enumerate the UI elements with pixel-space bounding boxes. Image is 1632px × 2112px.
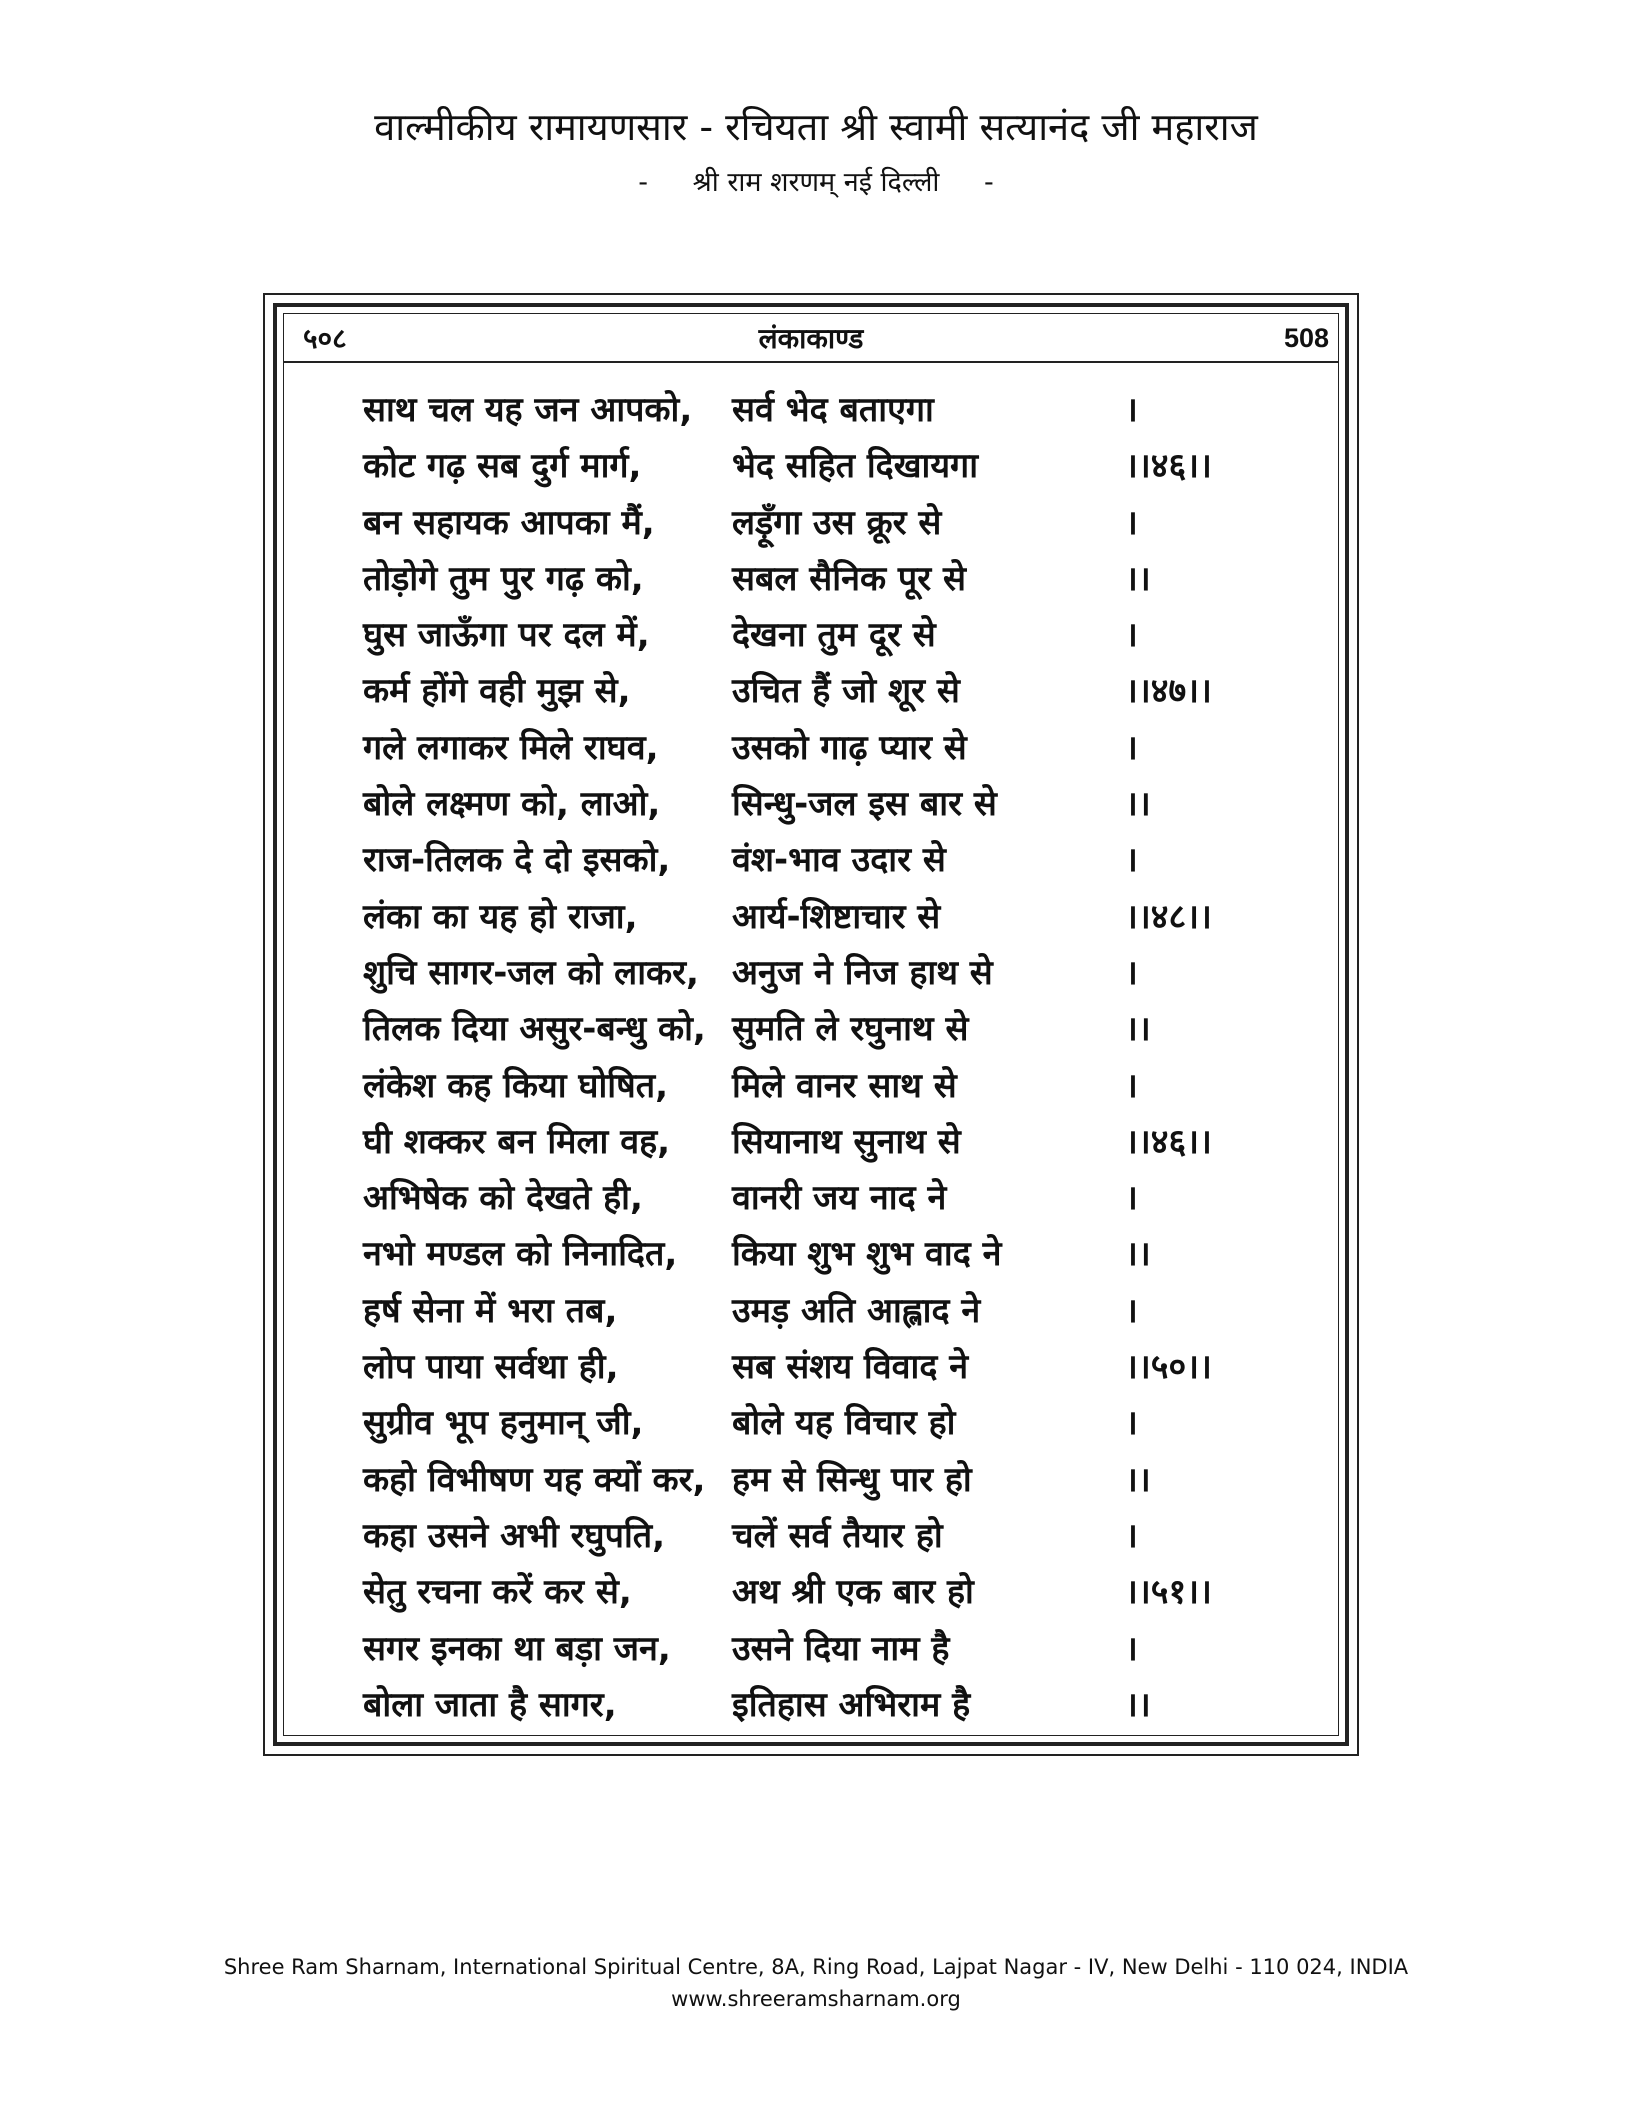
- verse-first-half: सगर इनका था बड़ा जन,: [363, 1628, 671, 1669]
- verse-first-half: नभो मण्डल को निनादित,: [363, 1234, 678, 1275]
- section-title: लंकाकाण्ड: [758, 322, 864, 355]
- verse-line: [265, 600, 1357, 656]
- verse-first-half: बोले लक्ष्मण को, लाओ,: [363, 784, 661, 825]
- verse-second-half: उमड़ अति आह्लाद ने: [732, 1290, 981, 1331]
- verse-line: [265, 1445, 1357, 1501]
- verse-end-mark: ।: [1125, 1403, 1138, 1444]
- verse-first-half: लोप पाया सर्वथा ही,: [363, 1347, 619, 1388]
- verse-line: [265, 1051, 1357, 1107]
- verse-second-half: बोले यह विचार हो: [732, 1403, 956, 1444]
- verse-second-half: सियानाथ सुनाथ से: [732, 1121, 961, 1162]
- verse-first-half: बोला जाता है सागर,: [363, 1684, 617, 1725]
- verse-end-mark: ।।४७।।: [1125, 671, 1212, 712]
- verse-line: [265, 375, 1357, 431]
- verse-second-half: सिन्धु-जल इस बार से: [732, 784, 997, 825]
- verse-first-half: लंका का यह हो राजा,: [363, 896, 638, 937]
- verse-end-mark: ।: [1125, 615, 1138, 656]
- footer-address: Shree Ram Sharnam, International Spiritual Centre, 8A, Ring Road, Lajpat Nagar - IV, New Delhi - 110 024, INDIA: [223, 1955, 1409, 1979]
- verse-second-half: इतिहास अभिराम है: [732, 1684, 971, 1725]
- subtitle-dash-right: -: [983, 167, 994, 198]
- verse-line: [265, 825, 1357, 881]
- verse-line: [265, 656, 1357, 712]
- verse-end-mark: ।।५१।।: [1125, 1572, 1212, 1613]
- verse-second-half: चलें सर्व तैयार हो: [732, 1515, 943, 1556]
- verse-line: [265, 1557, 1357, 1613]
- verse-second-half: किया शुभ शुभ वाद ने: [732, 1234, 1002, 1275]
- verse-second-half: हम से सिन्धु पार हो: [732, 1459, 972, 1500]
- document-title: वाल्मीकीय रामायणसार - रचियता श्री स्वामी सत्यानंद जी महाराज: [374, 105, 1258, 149]
- verse-first-half: कहो विभीषण यह क्यों कर,: [363, 1459, 706, 1500]
- verse-second-half: देखना तुम दूर से: [732, 615, 936, 656]
- verse-line: [265, 1501, 1357, 1557]
- verse-end-mark: ।: [1125, 727, 1138, 768]
- verse-end-mark: ।।४८।।: [1125, 896, 1212, 937]
- verse-first-half: तिलक दिया असुर-बन्धु को,: [363, 1009, 706, 1050]
- verse-end-mark: ।।४६।।: [1125, 446, 1212, 487]
- verse-end-mark: ।: [1125, 840, 1138, 881]
- verse-end-mark: ।: [1125, 1290, 1138, 1331]
- subtitle-dash-left: -: [638, 167, 649, 198]
- verse-first-half: कोट गढ़ सब दुर्ग मार्ग,: [363, 446, 642, 487]
- verse-second-half: लड़ूँगा उस क्रूर से: [732, 502, 942, 543]
- verse-first-half: सुग्रीव भूप हनुमान् जी,: [363, 1403, 644, 1444]
- verse-first-half: कर्म होंगे वही मुझ से,: [363, 671, 631, 712]
- verse-second-half: उचित हैं जो शूर से: [732, 671, 960, 712]
- verse-end-mark: ।: [1125, 390, 1138, 430]
- verse-first-half: राज-तिलक दे दो इसको,: [363, 840, 671, 881]
- verse-end-mark: ।।४६।।: [1125, 1121, 1212, 1162]
- verse-line: [265, 1107, 1357, 1163]
- verse-line: [265, 1163, 1357, 1219]
- verse-end-mark: ।: [1125, 1065, 1138, 1106]
- verse-second-half: अथ श्री एक बार हो: [732, 1572, 974, 1613]
- verse-second-half: अनुज ने निज हाथ से: [732, 952, 993, 993]
- verse-second-half: भेद सहित दिखायगा: [732, 446, 978, 487]
- verse-end-mark: ।।: [1125, 784, 1151, 825]
- verse-end-mark: ।: [1125, 1515, 1138, 1556]
- verse-line: [265, 544, 1357, 600]
- verse-second-half: सबल सैनिक पूर से: [732, 558, 966, 599]
- verse-second-half: सब संशय विवाद ने: [732, 1347, 969, 1388]
- verse-end-mark: ।: [1125, 1628, 1138, 1669]
- verse-end-mark: ।।: [1125, 1459, 1151, 1500]
- verse-line: [265, 769, 1357, 825]
- verse-line: [265, 882, 1357, 938]
- verse-first-half: हर्ष सेना में भरा तब,: [363, 1290, 618, 1331]
- verse-first-half: लंकेश कह किया घोषित,: [363, 1065, 669, 1106]
- verse-end-mark: ।।५०।।: [1125, 1347, 1212, 1388]
- verse-second-half: वानरी जय नाद ने: [732, 1178, 947, 1219]
- page-number: 508: [1283, 323, 1329, 353]
- verse-first-half: घुस जाऊँगा पर दल में,: [363, 615, 650, 656]
- verse-second-half: सर्व भेद बताएगा: [732, 390, 934, 430]
- verse-first-half: तोड़ोगे तुम पुर गढ़ को,: [363, 558, 644, 599]
- verse-first-half: कहा उसने अभी रघुपति,: [363, 1515, 666, 1556]
- verse-end-mark: ।।: [1125, 1684, 1151, 1725]
- verse-first-half: अभिषेक को देखते ही,: [363, 1178, 643, 1219]
- verse-first-half: बन सहायक आपका मैं,: [363, 502, 655, 543]
- verse-line: [265, 1388, 1357, 1444]
- verse-end-mark: ।।: [1125, 1234, 1151, 1275]
- verse-second-half: उसने दिया नाम है: [732, 1628, 950, 1669]
- verse-line: [265, 1332, 1357, 1388]
- page-number-hindi: ५०८: [303, 322, 347, 355]
- verse-line: [265, 1219, 1357, 1275]
- verse-second-half: मिले वानर साथ से: [732, 1065, 957, 1106]
- subtitle-text: श्री राम शरणम् नई दिल्ली: [692, 167, 940, 198]
- page-frame: [263, 293, 1359, 1756]
- verse-end-mark: ।।: [1125, 1009, 1151, 1050]
- verse-second-half: सुमति ले रघुनाथ से: [732, 1009, 969, 1050]
- verse-line: [265, 994, 1357, 1050]
- verse-line: [265, 1614, 1357, 1670]
- verse-line: [265, 938, 1357, 994]
- verse-second-half: वंश-भाव उदार से: [732, 840, 946, 881]
- verse-first-half: सेतु रचना करें कर से,: [363, 1572, 632, 1613]
- verse-line: [265, 1670, 1357, 1726]
- footer-url: www.shreeramsharnam.org: [671, 1987, 961, 2011]
- verse-line: [265, 713, 1357, 769]
- verse-end-mark: ।: [1125, 502, 1138, 543]
- verse-end-mark: ।।: [1125, 558, 1151, 599]
- verse-end-mark: ।: [1125, 1178, 1138, 1219]
- verse-first-half: गले लगाकर मिले राघव,: [363, 727, 659, 768]
- verse-line: [265, 1276, 1357, 1332]
- verse-second-half: उसको गाढ़ प्यार से: [732, 727, 967, 768]
- verse-line: [265, 431, 1357, 487]
- verse-line: [265, 488, 1357, 544]
- verse-first-half: घी शक्कर बन मिला वह,: [363, 1121, 671, 1162]
- verse-second-half: आर्य-शिष्टाचार से: [732, 896, 941, 937]
- verse-first-half: साथ चल यह जन आपको,: [363, 390, 693, 430]
- verse-end-mark: ।: [1125, 952, 1138, 993]
- page-header: [283, 319, 1339, 363]
- verse-list: [265, 375, 1357, 1726]
- verse-first-half: शुचि सागर-जल को लाकर,: [363, 952, 699, 993]
- document-subtitle: [0, 162, 1632, 199]
